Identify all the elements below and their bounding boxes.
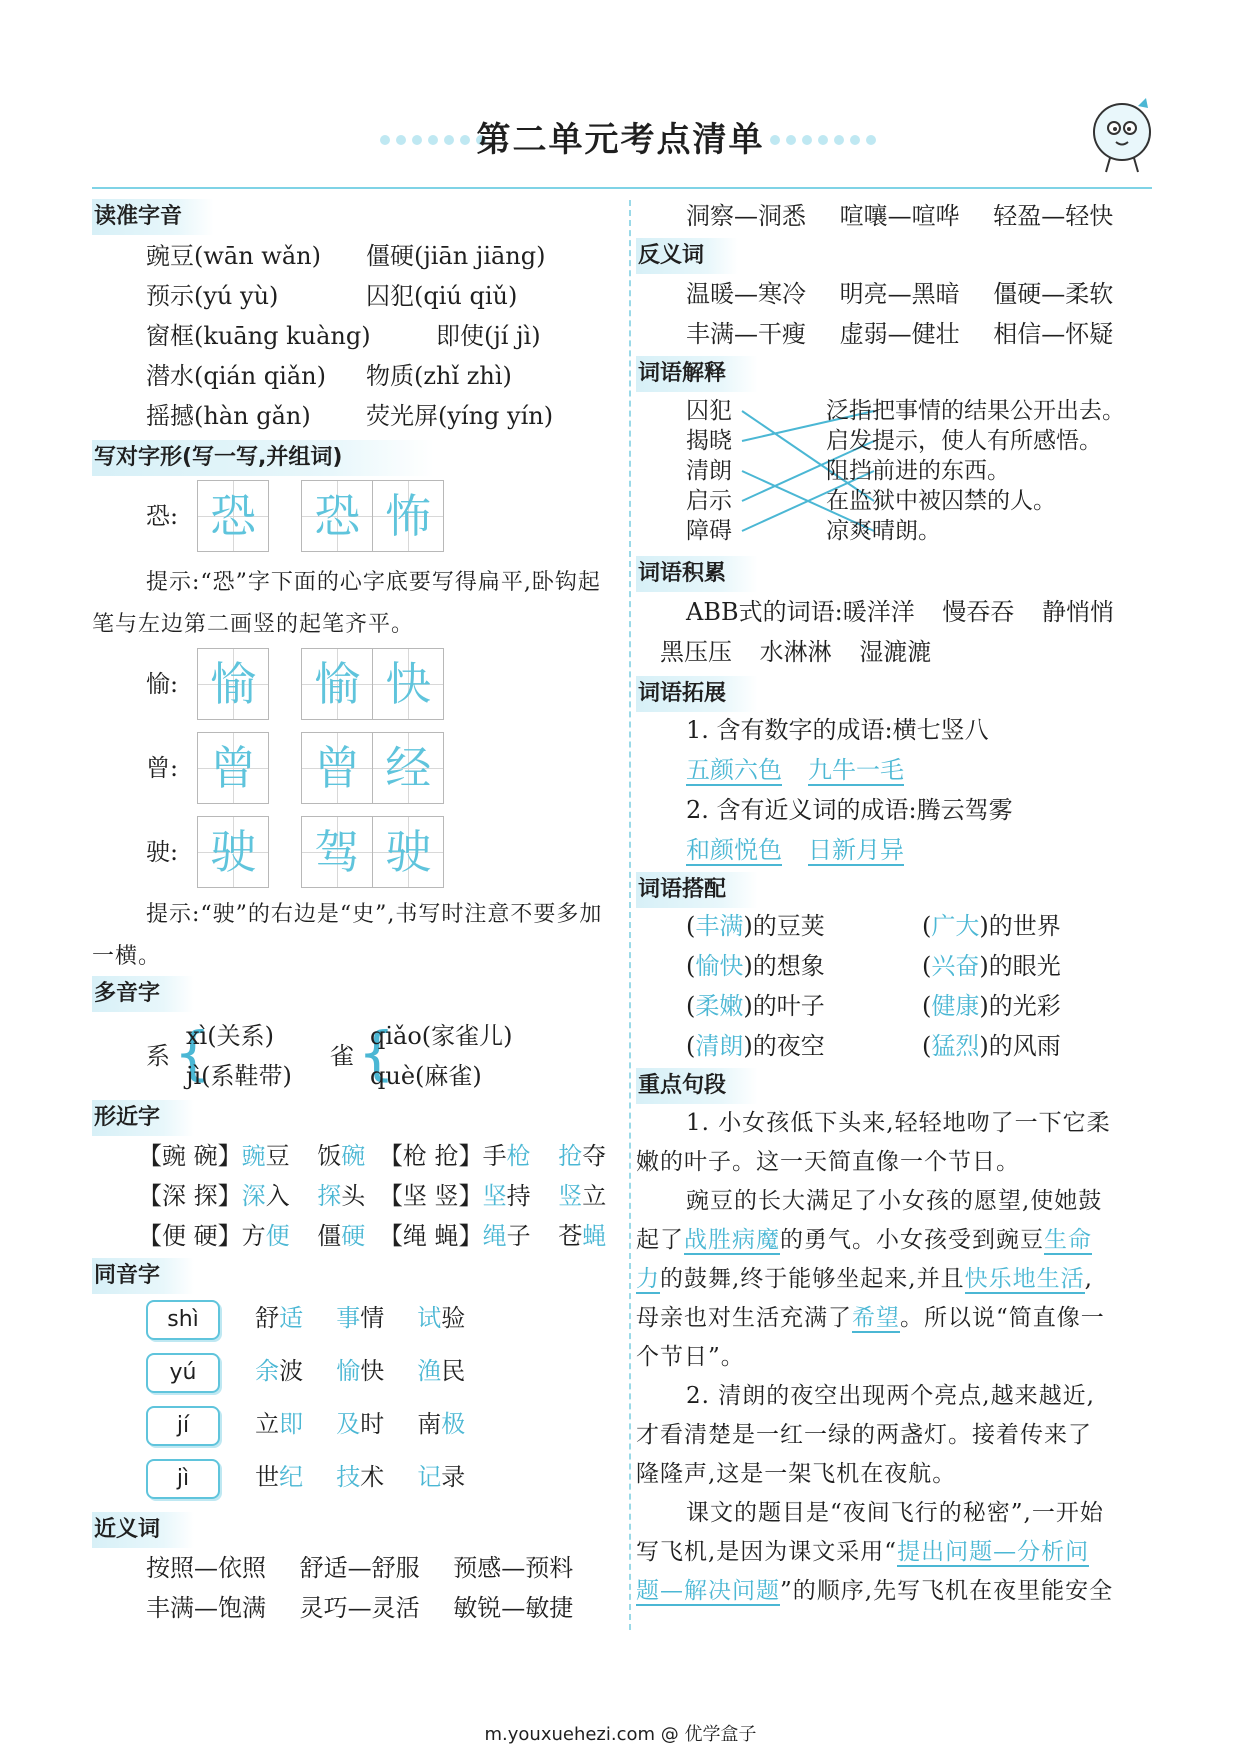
section-jilei: 词语积累 [636,556,758,592]
brace-icon: { [358,1019,395,1087]
brace-icon: { [174,1019,211,1087]
tongyin-list [146,1298,616,1510]
jieshi-definition: 启发提示，使人有所感悟。 [826,428,1102,454]
section-fanyi: 反义词 [636,238,738,274]
char-cell: 恐 [301,480,373,552]
section-jinyi: 近义词 [92,1512,194,1548]
tongyin-row: yú 余波 愉快 渔民 [146,1351,616,1404]
char-cell: 驶 [373,816,444,888]
tuozhan-line1: 1. 含有数字的成语:横七竖八 [686,716,989,744]
read-row: 摇撼(hàn gǎn) 荧光屏(yíng yín) [146,402,554,430]
char-cell: 曾 [301,732,373,804]
read-row: 预示(yú yù) 囚犯(qiú qiǔ) [146,282,518,310]
fanyi-list [686,274,1113,354]
write-yu-row: 愉: 愉 愉 快 [146,648,444,720]
jinyi-list [146,1548,626,1628]
read-row: 潜水(qián qiǎn) 物质(zhǐ zhì) [146,362,512,390]
zhongdian-text: 1. 小女孩低下头来,轻轻地吻了一下它柔 嫩的叶子。这一天简直像一个节日。 豌豆的长大满足了小女孩的愿望,使她鼓 起了战胜病魔的勇气。小女孩受到豌豆生命 力的鼓舞,终于能够坐起来,并且快乐地生活, 母亲也对生活充满了希望。所以说“简直像一 个节日”。 2. 清朗的夜空出现两个亮点,越来越近, 才看清楚是一红一绿的两盏灯。接着传来了 隆隆声,这是一架飞机在夜航。 课文的题目是“夜间飞行的秘密”,一开始 写飞机,是因为课文采用“提出问题—分析问 题—解决问题”的顺序,先写飞机在夜里能安全 [636,1110,1114,1604]
write-shi-row: 驶: 驶 驾 驶 [146,816,444,888]
dapei-row: (清朗)的夜空 (猛烈)的风雨 [686,1032,1061,1060]
read-row: 豌豆(wān wǎn) 僵硬(jiān jiāng) [146,242,546,270]
write-kong-row: 恐: 恐 恐 怖 [146,480,444,552]
xingjin-row: 【深 探】深入 探头 【坚 竖】坚持 竖立 [138,1182,607,1210]
section-duoyin: 多音字 [92,976,194,1012]
jieshi-matching [686,396,1166,556]
jieshi-term: 揭晓 [686,428,732,454]
section-xingjin: 形近字 [92,1100,194,1136]
footer-url[interactable]: m.youxuehezi.com @ 优学盒子 [484,1724,757,1745]
read-list [146,236,626,436]
tuozhan-answers1: 五颜六色 九牛一毛 [686,756,904,784]
page-title: 第二单元考点清单 [476,120,765,160]
fanyi-row: 温暖—寒冷 明亮—黑暗 僵硬—柔软 [686,280,1114,308]
jieshi-term: 障碍 [686,518,732,544]
xingjin-list [138,1136,628,1256]
char-cell: 驶 [197,816,269,888]
tongyin-row: jí 立即 及时 南极 [146,1404,616,1457]
write-ceng-row: 曾: 曾 曾 经 [146,732,444,804]
char-cell: 愉 [301,648,373,720]
char-cell: 怖 [373,480,444,552]
dapei-list [686,906,1166,1066]
tip-shi: 提示:“驶”的右边是“史”,书写时注意不要多加一横。 [92,902,603,969]
jieshi-definition: 阻挡前进的东西。 [826,458,1010,484]
duoyin-block: 系 { xì(关系) jì(系鞋带) 雀 { qiǎo(家雀儿) què(麻雀) [146,1019,513,1090]
jieshi-term: 清朗 [686,458,732,484]
tongyin-row: jì 世纪 技术 记录 [146,1457,616,1510]
section-tongyin: 同音字 [92,1258,194,1294]
dapei-row: (柔嫩)的叶子 (健康)的光彩 [686,992,1061,1020]
tongyin-row: shì 舒适 事情 试验 [146,1298,616,1351]
column-divider [629,200,631,1630]
jinyi-row: 按照—依照 舒适—舒服 预感—预料 [146,1554,574,1582]
title-dots-right [770,130,882,142]
jilei-line1: ABB式的词语:暖洋洋 慢吞吞 静悄悄 [686,598,1114,626]
xingjin-row: 【豌 碗】豌豆 饭碗 【枪 抢】手枪 抢夺 [138,1142,607,1170]
section-tuozhan: 词语拓展 [636,676,758,712]
section-zhongdian: 重点句段 [636,1068,758,1104]
char-cell: 经 [373,732,444,804]
read-row: 窗框(kuāng kuàng) 即使(jí jì) [146,322,541,350]
fanyi-row: 丰满—干瘦 虚弱—健壮 相信—怀疑 [686,320,1114,348]
section-dapei: 词语搭配 [636,872,758,908]
dapei-row: (丰满)的豆荚 (广大)的世界 [686,912,1061,940]
jieshi-definition: 凉爽晴朗。 [826,518,941,544]
section-jieshi: 词语解释 [636,356,758,392]
jieshi-definition: 在监狱中被囚禁的人。 [826,488,1056,514]
tuozhan-answers2: 和颜悦色 日新月异 [686,836,904,864]
jinyi-row: 洞察—洞悉 喧嚷—喧哗 轻盈—轻快 [686,202,1114,230]
header-rule [92,187,1152,189]
tuozhan-line2: 2. 含有近义词的成语:腾云驾雾 [686,796,1013,824]
jieshi-definition: 泛指把事情的结果公开出去。 [826,398,1125,424]
section-read: 读准字音 [92,199,214,235]
char-cell: 愉 [197,648,269,720]
mascot-icon [1080,92,1164,176]
char-cell: 驾 [301,816,373,888]
jieshi-term: 启示 [686,488,732,514]
jilei-line2: 黑压压 水淋淋 湿漉漉 [660,638,932,666]
jinyi-row: 丰满—饱满 灵巧—灵活 敏锐—敏捷 [146,1594,574,1622]
dapei-row: (愉快)的想象 (兴奋)的眼光 [686,952,1061,980]
section-write: 写对字形(写一写,并组词) [92,440,434,476]
tip-kong: 提示:“恐”字下面的心字底要写得扁平,卧钩起笔与左边第二画竖的起笔齐平。 [92,570,601,637]
jieshi-term: 囚犯 [686,398,732,424]
xingjin-row: 【便 硬】方便 僵硬 【绳 蝇】绳子 苍蝇 [138,1222,607,1250]
char-cell: 快 [373,648,444,720]
char-cell: 恐 [197,480,269,552]
char-cell: 曾 [197,732,269,804]
